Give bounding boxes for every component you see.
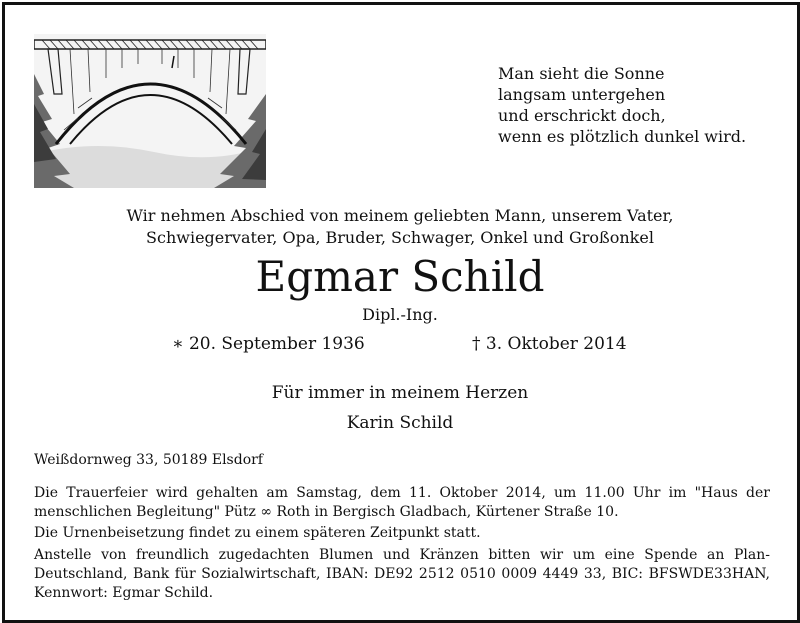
- poem: [498, 63, 746, 147]
- signer-name: Karin Schild: [346, 413, 454, 433]
- deceased-name: Egmar Schild: [255, 252, 545, 301]
- deceased-title: Dipl.-Ing.: [362, 305, 438, 324]
- donation-paragraph: Anstelle von freundlich zugedachten Blumen und Kränzen bitten wir um eine Spende an Plan-Deutschland, Bank für Sozialwirtschaft, IBAN: DE92 2512 0510 0009 4449 33, BIC: BFSWDE33HAN, Kennwort: Egmar Schild.: [34, 547, 770, 601]
- motto: Für immer in meinem Herzen: [271, 383, 529, 403]
- death-date: † 3. Oktober 2014: [472, 334, 627, 354]
- poem-line: wenn es plötzlich dunkel wird.: [498, 127, 747, 146]
- poem-line: und erschrickt doch,: [498, 106, 666, 125]
- poem-line: Man sieht die Sonne: [498, 64, 665, 83]
- intro-line-2: Schwiegervater, Opa, Bruder, Schwager, Onkel und Großonkel: [146, 228, 654, 247]
- bridge-illustration: [34, 34, 266, 188]
- urn-paragraph: Die Urnenbeisetzung findet zu einem späteren Zeitpunkt statt.: [34, 525, 481, 541]
- mourner-address: Weißdornweg 33, 50189 Elsdorf: [34, 452, 263, 468]
- ceremony-paragraph: Die Trauerfeier wird gehalten am Samstag, dem 11. Oktober 2014, um 11.00 Uhr im "Haus der menschlichen Begleitung" Pütz ∞ Roth in Bergisch Gladbach, Kürtener Straße 10.: [34, 485, 770, 520]
- intro-line-1: Wir nehmen Abschied von meinem geliebten Mann, unserem Vater,: [126, 206, 674, 225]
- birth-date: ∗ 20. September 1936: [172, 334, 365, 354]
- poem-line: langsam untergehen: [498, 85, 666, 104]
